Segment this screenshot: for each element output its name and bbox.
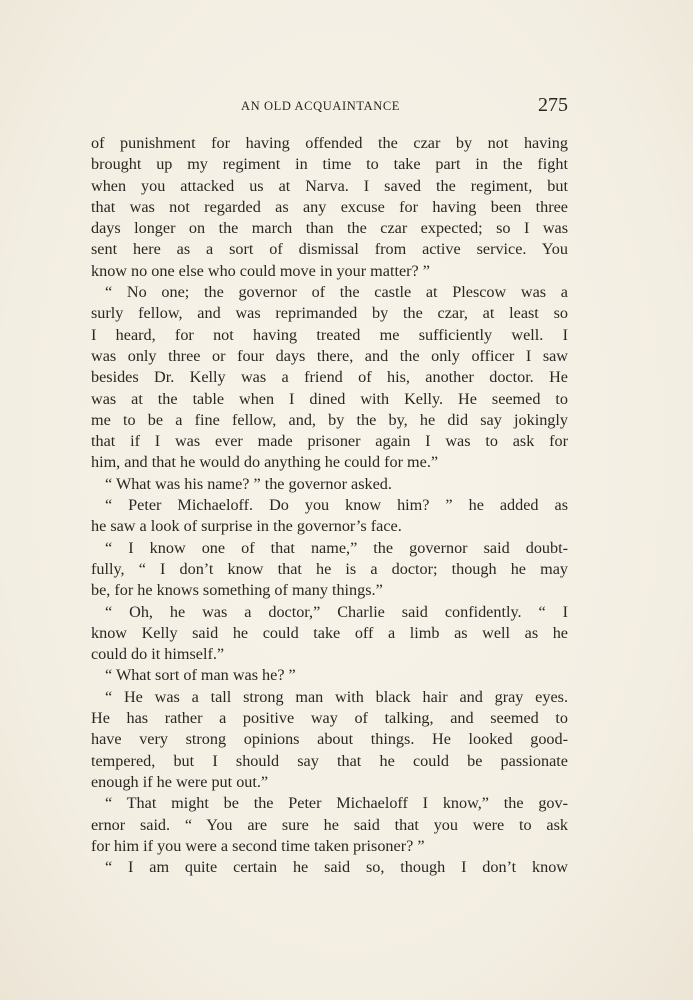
text-line: surly fellow, and was reprimanded by the czar, at least so <box>91 304 568 323</box>
text-line: that was not regarded as any excuse for having been three <box>91 197 568 216</box>
text-line: he saw a look of surprise in the governor’s face. <box>91 517 402 536</box>
text-line: was only three or four days there, and the only officer I saw <box>91 346 568 365</box>
text-line: besides Dr. Kelly was a friend of his, another doctor. He <box>91 368 568 387</box>
text-line: ernor said. “ You are sure he said that you were to ask <box>91 815 568 834</box>
text-line: be, for he knows something of many things.” <box>91 581 383 600</box>
text-line: for him if you were a second time taken prisoner? ” <box>91 836 425 855</box>
text-line: “ No one; the governor of the castle at Plescow was a <box>105 283 568 302</box>
text-line: “ What was his name? ” the governor asked. <box>105 474 392 493</box>
text-line: know no one else who could move in your matter? ” <box>91 261 430 280</box>
text-line: tempered, but I should say that he could be passionate <box>91 751 568 770</box>
body-text <box>91 133 568 878</box>
text-line: could do it himself.” <box>91 645 225 664</box>
text-line: “ Oh, he was a doctor,” Charlie said confidently. “ I <box>105 602 568 621</box>
text-line: brought up my regiment in time to take part in the fight <box>91 155 568 174</box>
text-line: was at the table when I dined with Kelly. He seemed to <box>91 389 568 408</box>
page-header <box>91 94 568 118</box>
text-line: “ Peter Michaeloff. Do you know him? ” he added as <box>105 496 568 515</box>
page-number: 275 <box>538 94 568 116</box>
text-line: days longer on the march than the czar expected; so I was <box>91 219 568 238</box>
text-line: of punishment for having offended the czar by not having <box>91 134 568 152</box>
text-line: me to be a fine fellow, and, by the by, he did say jokingly <box>91 410 568 429</box>
text-line: “ What sort of man was he? ” <box>105 666 296 685</box>
text-line: him, and that he would do anything he could for me.” <box>91 453 439 472</box>
text-line: “ I am quite certain he said so, though I don’t know <box>105 858 568 877</box>
text-line: have very strong opinions about things. He looked good- <box>91 730 568 749</box>
text-line: that if I was ever made prisoner again I was to ask for <box>91 432 568 451</box>
text-line: “ I know one of that name,” the governor said doubt- <box>105 538 568 557</box>
text-line: enough if he were put out.” <box>91 772 269 791</box>
text-line: fully, “ I don’t know that he is a doctor; though he may <box>91 559 568 578</box>
running-head: AN OLD ACQUAINTANCE <box>241 99 401 113</box>
text-line: He has rather a positive way of talking, and seemed to <box>91 709 568 728</box>
text-line: know Kelly said he could take off a limb as well as he <box>91 623 568 642</box>
text-line: “ He was a tall strong man with black hair and gray eyes. <box>105 687 568 706</box>
text-line: “ That might be the Peter Michaeloff I know,” the gov- <box>105 794 568 813</box>
text-line: sent here as a sort of dismissal from active service. You <box>91 240 568 259</box>
text-line: when you attacked us at Narva. I saved the regiment, but <box>91 176 568 195</box>
text-line: I heard, for not having treated me sufficiently well. I <box>91 325 568 344</box>
